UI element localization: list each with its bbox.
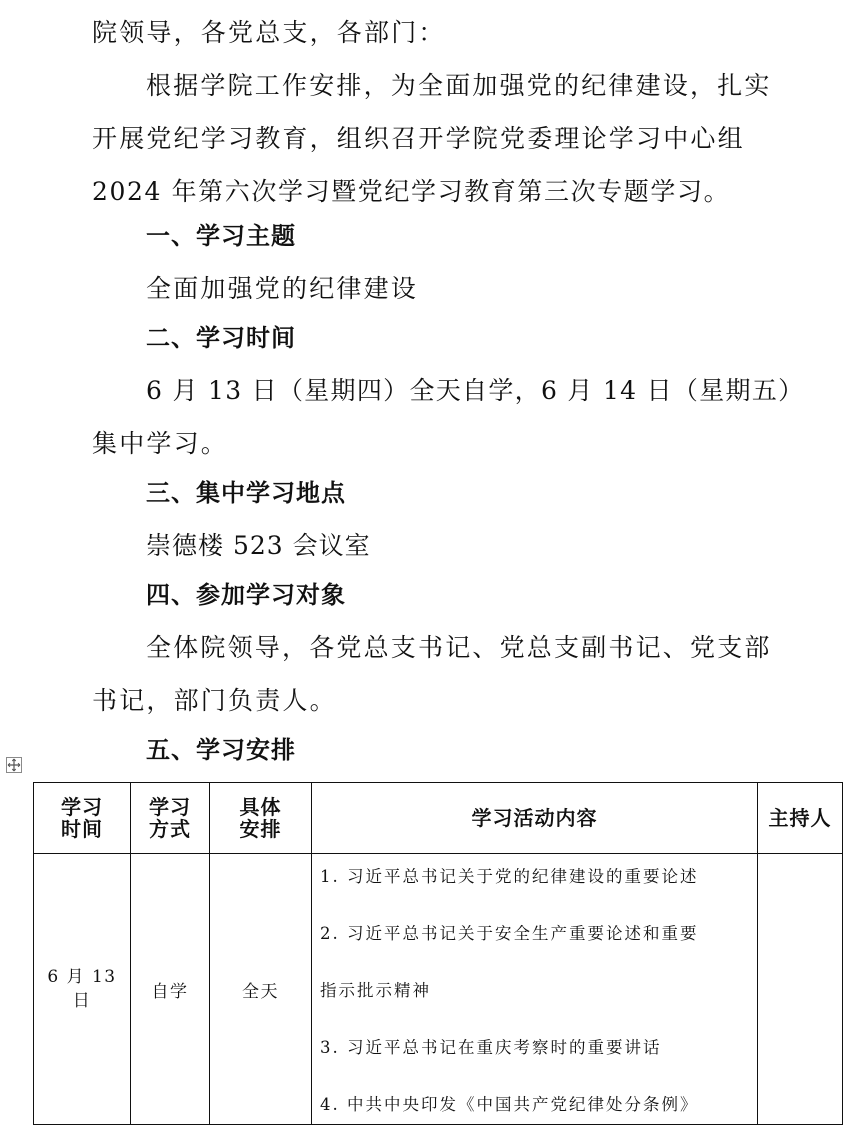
section-text: 集中学习。	[92, 429, 229, 458]
activity-item: 4. 中共中央印发《中国共产党纪律处分条例》	[320, 1095, 699, 1114]
cell-arrangement: 全天	[210, 854, 312, 1125]
header-arrangement: 具体安排	[210, 783, 312, 854]
activity-item: 2. 习近平总书记关于安全生产重要论述和重要	[320, 924, 699, 943]
section-text: 全面加强党的纪律建设	[146, 274, 419, 303]
schedule-table	[33, 782, 843, 1125]
table-header-row	[34, 783, 843, 854]
cell-mode: 自学	[131, 854, 210, 1125]
intro-line: 2024 年第六次学习暨党纪学习教育第三次专题学习。	[92, 177, 731, 206]
table-move-handle-icon[interactable]	[6, 757, 22, 773]
greeting: 院领导，各党总支，各部门：	[92, 18, 446, 47]
intro-line: 根据学院工作安排，为全面加强党的纪律建设，扎实	[146, 71, 772, 100]
section-heading-schedule: 五、学习安排	[146, 736, 296, 764]
activity-item: 1. 习近平总书记关于党的纪律建设的重要论述	[320, 867, 699, 886]
section-text: 书记，部门负责人。	[92, 686, 337, 715]
section-text: 全体院领导，各党总支书记、党总支副书记、党支部	[146, 633, 772, 662]
table-row	[34, 854, 843, 1125]
section-text: 崇德楼 523 会议室	[146, 531, 371, 560]
intro-line: 开展党纪学习教育，组织召开学院党委理论学习中心组	[92, 124, 745, 153]
section-heading-time: 二、学习时间	[146, 324, 296, 352]
section-heading-theme: 一、学习主题	[146, 222, 296, 250]
cell-content	[312, 854, 758, 1125]
section-heading-location: 三、集中学习地点	[146, 479, 346, 507]
header-content: 学习活动内容	[312, 783, 758, 854]
header-mode: 学习方式	[131, 783, 210, 854]
header-host: 主持人	[758, 783, 843, 854]
section-heading-participants: 四、参加学习对象	[146, 581, 346, 609]
activity-item-continuation: 指示批示精神	[320, 981, 431, 1000]
header-time: 学习时间	[34, 783, 131, 854]
cell-time: 6 月 13 日	[34, 854, 131, 1125]
activity-item: 3. 习近平总书记在重庆考察时的重要讲话	[320, 1038, 662, 1057]
section-text: 6 月 13 日（星期四）全天自学，6 月 14 日（星期五）	[146, 376, 805, 405]
cell-host	[758, 854, 843, 1125]
